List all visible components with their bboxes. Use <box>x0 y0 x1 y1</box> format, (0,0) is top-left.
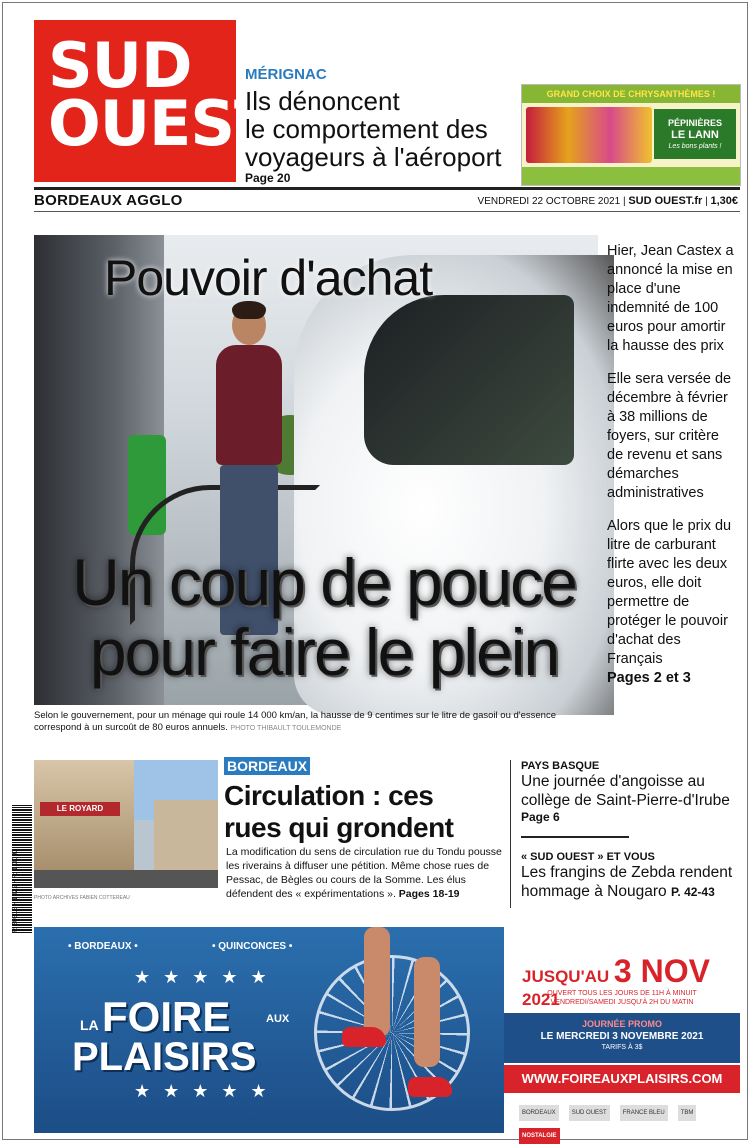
barcode-number: R 20319 - 1022 - F: 1,30 € <box>12 850 19 933</box>
brief-pays-basque[interactable]: PAYS BASQUE Une journée d'angoisse au collège de Saint-Pierre-d'Irube Page 6 <box>521 760 730 824</box>
ad-url-link[interactable]: WWW.FOIREAUXPLAISIRS.COM <box>504 1065 740 1093</box>
top-story-kicker: MÉRIGNAC <box>245 66 327 83</box>
column-divider <box>510 760 511 908</box>
secondary-tag: BORDEAUX <box>224 758 310 776</box>
top-story[interactable] <box>245 66 515 185</box>
ad-hours: OUVERT TOUS LES JOURS DE 11H À MINUIT VENDREDI/SAMEDI JUSQU'À 2H DU MATIN <box>547 990 697 1006</box>
lead-caption: Selon le gouvernement, pour un ménage qui roule 14 000 km/an, la hausse de 9 centimes sur le litre de gasoil ou d'essence correspond à un surcoût de 80 euros annuels. PHOTO THIBAULT TOULEMONDE <box>34 710 556 733</box>
lead-kicker: Pouvoir d'achat <box>104 250 433 306</box>
masthead-rule <box>34 187 740 190</box>
lead-pages: Pages 2 et 3 <box>607 670 691 686</box>
brief-sud-ouest-et-vous[interactable]: « SUD OUEST » ET VOUS Les frangins de Zebda rendent hommage à Nougaro P. 42-43 <box>521 851 733 900</box>
dateline: VENDREDI 22 OCTOBRE 2021 | SUD OUEST.fr | 1,30€ <box>477 195 738 207</box>
foire-aux-plaisirs-ad[interactable]: • BORDEAUX • • QUINCONCES • ★ ★ ★ ★ ★ LA FOIRE AUX PLAISIRS ★ ★ ★ ★ ★ JUSQU'AU 3 NOV 2021 OUVERT TOUS LES JOURS DE 11H À MINUIT VENDREDI/SAMEDI JUSQU'À 2H DU MATIN JOURNÉE PROMO LE MERCREDI 3 NOVEMBRE 2021 TARIFS À 3$ WWW.FOIREAUXPLAISIRS.COM BORDEAUX SUD OUEST FRANCE BLEU TBMNOSTALGIE <box>34 927 740 1133</box>
brief-divider <box>521 836 629 838</box>
top-story-headline: Ils dénoncent le comportement des voyageurs à l'aéroport <box>245 86 502 172</box>
sud-ouest-logo[interactable]: SUD OUEST <box>34 20 236 182</box>
street-photo-credit: PHOTO ARCHIVES FABIEN COTTEREAU <box>34 895 130 901</box>
ad-date: JUSQU'AU 3 NOV 2021 <box>522 953 710 1009</box>
shop-sign: LE ROYARD <box>40 802 120 816</box>
secondary-body: La modification du sens de circulation rue du Tondu pousse les riverains à diffuser une pétition. Même chose rues de Pessac, de Bègles ou cours de la Somme. Les élus défendent des « expérimentations ». Pages 18-19 <box>226 846 502 900</box>
partner-logos: BORDEAUX SUD OUEST FRANCE BLEU TBMNOSTALGIE <box>514 1101 730 1123</box>
car-window <box>364 295 574 465</box>
legs-image <box>334 927 454 1133</box>
photo-credit: PHOTO THIBAULT TOULEMONDE <box>230 725 342 732</box>
ad-footer <box>522 167 740 185</box>
lead-photo[interactable] <box>34 235 598 705</box>
chrysanthemum-ad[interactable]: GRAND CHOIX DE CHRYSANTHÈMES ! PÉPINIÈRES LE LANN Les bons plants ! <box>521 84 741 186</box>
flowers-image <box>526 107 652 163</box>
secondary-pages: Pages 18-19 <box>398 888 460 900</box>
lead-summary: Hier, Jean Castex a annoncé la mise en place d'une indemnité de 100 euros pour amortir la hausse des prix Elle sera versée de décembre à février à 38 millions de foyers, sur critère de revenu et sans démarches administratives Alors que le prix du litre de carburant flirte avec les deux euros, elle doit permettre de protéger le pouvoir d'achat des Français Pages 2 et 3 <box>607 243 734 686</box>
lead-headline: Un coup de pouce pour faire le plein <box>72 545 576 689</box>
stars-icon: ★ ★ ★ ★ ★ <box>134 1081 271 1101</box>
secondary-headline[interactable]: Circulation : ces rues qui grondent <box>224 780 454 843</box>
ad-promo: JOURNÉE PROMO LE MERCREDI 3 NOVEMBRE 2021 TARIFS À 3$ <box>504 1013 740 1063</box>
section-name: BORDEAUX AGGLO <box>34 192 183 209</box>
section-rule <box>34 211 740 212</box>
pepinieres-badge: PÉPINIÈRES LE LANN Les bons plants ! <box>654 109 736 159</box>
street-photo[interactable] <box>34 760 218 888</box>
top-story-page: Page 20 <box>245 171 291 185</box>
stars-icon: ★ ★ ★ ★ ★ <box>134 967 271 987</box>
